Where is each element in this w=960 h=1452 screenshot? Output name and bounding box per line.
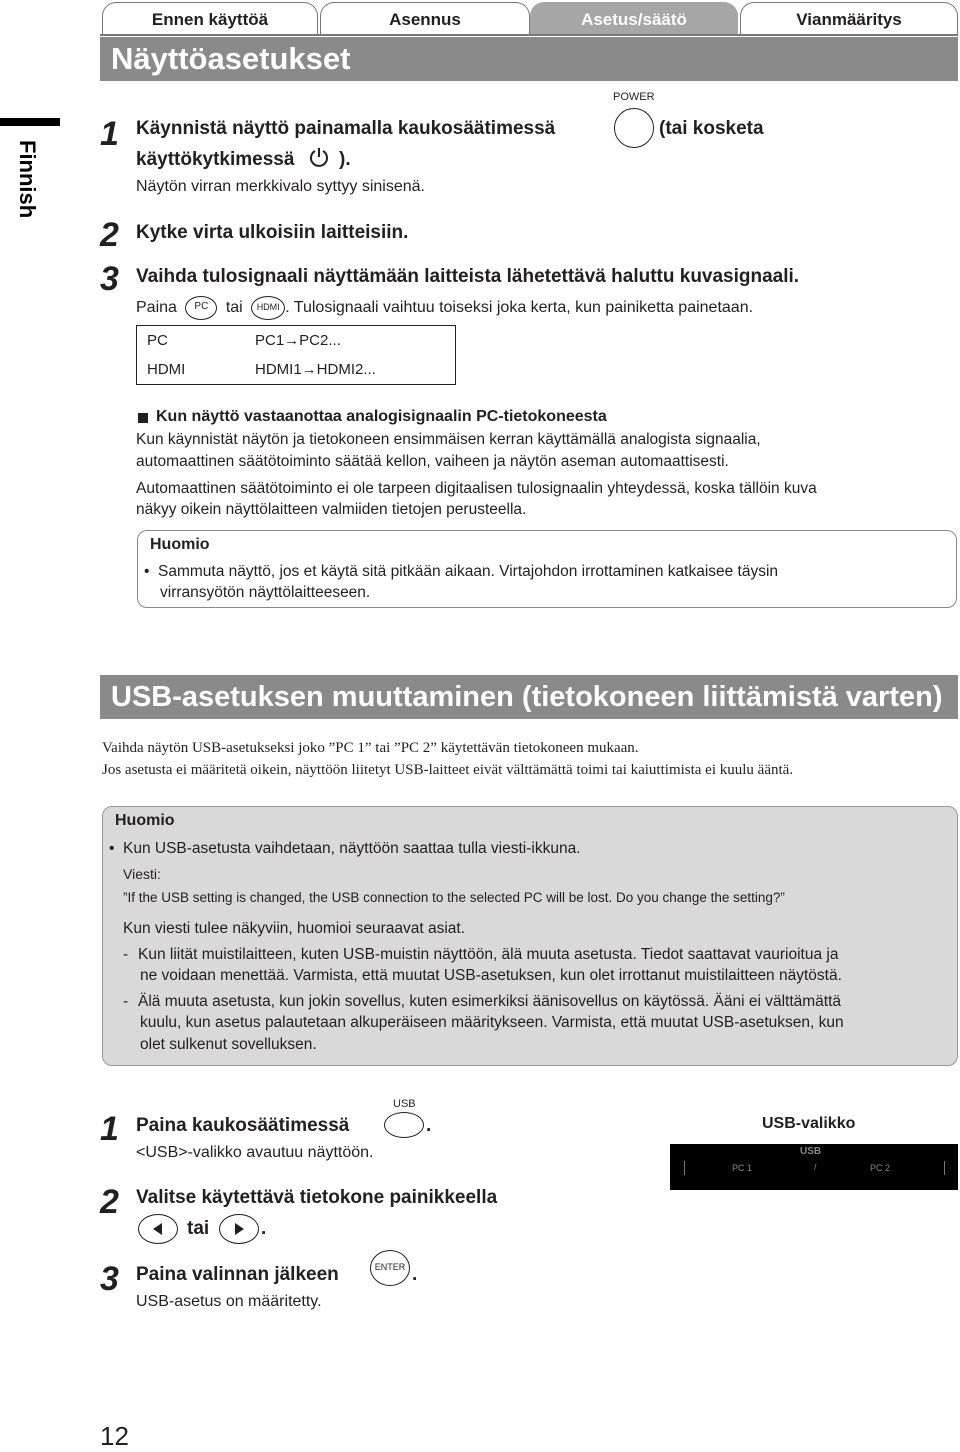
table-row	[137, 355, 456, 385]
step2-text: Kytke virta ulkoisiin laitteisiin.	[136, 222, 409, 243]
step1-sub: Näytön virran merkkivalo syttyy sinisenä.	[136, 178, 425, 195]
usb-menu-pc2: PC 2	[870, 1163, 891, 1173]
menu-divider	[944, 1161, 945, 1175]
step-number: 2	[100, 1183, 119, 1221]
section-title-naytto: Näyttöasetukset	[100, 37, 958, 81]
note-box	[137, 530, 957, 608]
press-c: . Tulosignaali vaihtuu toiseksi joka kerta, kun painiketta painetaan.	[285, 299, 754, 317]
step3-instruction	[136, 296, 753, 320]
signal-table	[136, 325, 456, 385]
press-a: Paina	[136, 299, 177, 317]
menu-separator: /	[814, 1162, 817, 1172]
step3-text: Vaihda tulosignaali näyttämään laitteista lähetettävä haluttu kuvasignaali.	[136, 266, 800, 287]
usb-intro-l2: Jos asetusta ei määritetä oikein, näyttöön liitetyt USB-laitteet eivät välttämättä toimi tai kaiuttimista ei kuulu ääntä.	[102, 762, 794, 778]
power-label: POWER	[613, 91, 655, 103]
section-title-usb: USB-asetuksen muuttaminen (tietokoneen liittämistä varten)	[100, 675, 958, 719]
table-cell: HDMI1→HDMI2...	[255, 361, 376, 378]
bullet-dot: •	[144, 563, 150, 580]
bullet-dot: •	[109, 840, 115, 857]
usb-step3-sub: USB-asetus on määritetty.	[136, 1293, 322, 1310]
tab-asetus-saato[interactable]: Asetus/säätö	[530, 2, 738, 36]
power-button-icon	[614, 108, 654, 148]
table-cell: HDMI	[147, 361, 186, 378]
usb-step2-text: Valitse käytettävä tietokone painikkeella	[136, 1187, 498, 1208]
usb-step1-end: .	[426, 1115, 432, 1136]
press-b: tai	[225, 299, 243, 317]
tab-ennen-kayttoa[interactable]: Ennen käyttöä	[102, 2, 318, 36]
analog-p1-l1: Kun käynnistät näytön ja tietokoneen ensimmäisen kerran käyttämällä analogista signaalia,	[136, 431, 761, 448]
d2-l1: Älä muuta asetusta, kun jokin sovellus, kuten esimerkiksi äänisovellus on käytössä. Ääni ei välttämättä	[138, 993, 842, 1010]
enter-button-icon: ENTER	[370, 1250, 410, 1286]
table-cell: PC1→PC2...	[255, 332, 341, 349]
usb-label: USB	[393, 1098, 416, 1110]
usb-note-box	[102, 806, 958, 1066]
note-bullet-l1: Sammuta näyttö, jos et käytä sitä pitkään aikaan. Virtajohdon irrottaminen katkaisee täysin	[158, 563, 779, 580]
square-bullet-icon	[138, 413, 148, 423]
step-number: 1	[100, 1110, 119, 1148]
step1-line2	[136, 146, 351, 174]
pc-button-icon: PC	[185, 296, 217, 320]
d2-l3: olet sulkenut sovelluksen.	[140, 1036, 317, 1053]
analog-p2-l2: näkyy oikein näyttölaitteen valmiiden tietojen perusteella.	[136, 501, 527, 518]
step-number: 2	[100, 216, 119, 254]
menu-divider	[684, 1161, 685, 1175]
analog-p1-l2: automaattinen säätötoiminto säätää kellon, vaiheen ja näytön aseman automaattisesti.	[136, 453, 729, 470]
usb-step2-tai: tai	[187, 1218, 210, 1239]
right-arrow-button-icon	[219, 1214, 259, 1244]
analog-p2-l1: Automaattinen säätötoiminto ei ole tarpeen digitaalisen tulosignaalin yhteydessä, koska tällöin kuva	[136, 480, 817, 497]
side-marker	[0, 118, 60, 126]
dash: -	[123, 993, 129, 1010]
step-number: 3	[100, 260, 119, 298]
note-title: Huomio	[150, 536, 210, 553]
msg-label: Viesti:	[123, 866, 161, 882]
usb-step1-sub: <USB>-valikko avautuu näyttöön.	[136, 1144, 374, 1161]
msg-text: ”If the USB setting is changed, the USB connection to the selected PC will be lost. Do you change the setting?”	[123, 890, 785, 905]
d2-l2: kuulu, kun asetus palautetaan alkuperäiseen määritykseen. Varmista, että muutat USB-asetuksen, kun	[140, 1014, 844, 1031]
step-number: 1	[100, 115, 119, 153]
usb-step2-end: .	[261, 1218, 267, 1239]
tab-divider	[100, 34, 958, 36]
d1-l2: ne voidaan menettää. Varmista, että muutat USB-asetuksen, kun olet irrottanut muistilaitteen näytöstä.	[140, 967, 842, 984]
page-number: 12	[100, 1421, 129, 1451]
step1-line1a: Käynnistä näyttö painamalla kaukosäätimessä	[136, 118, 556, 139]
power-switch-icon	[308, 146, 330, 174]
dash: -	[123, 946, 129, 963]
msg-follow: Kun viesti tulee näkyviin, huomioi seuraavat asiat.	[123, 920, 466, 937]
table-row	[137, 326, 456, 356]
usb-menu-screenshot	[670, 1144, 958, 1190]
tab-vianmaaritys[interactable]: Vianmääritys	[740, 2, 958, 36]
usb-menu-pc1: PC 1	[732, 1163, 753, 1173]
usb-button-icon	[384, 1112, 424, 1138]
step1-line2a: käyttökytkimessä	[136, 149, 295, 171]
hdmi-button-icon: HDMI	[251, 296, 285, 320]
step1-text	[136, 118, 555, 140]
step1-line2b: ).	[339, 149, 351, 171]
table-cell: PC	[147, 332, 168, 349]
left-arrow-button-icon	[138, 1214, 178, 1244]
step-number: 3	[100, 1260, 119, 1298]
tab-asennus[interactable]: Asennus	[320, 2, 530, 36]
usb-step1-text: Paina kaukosäätimessä	[136, 1115, 350, 1136]
language-label: Finnish	[15, 140, 40, 219]
note-bullet-l2: virransyötön näyttölaitteeseen.	[160, 584, 371, 601]
usb-intro-l1: Vaihda näytön USB-asetukseksi joko ”PC 1” tai ”PC 2” käytettävän tietokoneen mukaan.	[102, 740, 639, 756]
note-title: Huomio	[115, 812, 175, 829]
usb-menu-caption: USB-valikko	[762, 1115, 856, 1132]
d1-l1: Kun liität muistilaitteen, kuten USB-muistin näyttöön, älä muuta asetusta. Tiedot saattavat vaurioitua ja	[138, 946, 839, 963]
usb-menu-header: USB	[800, 1146, 822, 1157]
usb-step3-end: .	[412, 1264, 418, 1285]
step1-line1b: (tai kosketa	[659, 118, 764, 139]
analog-heading: Kun näyttö vastaanottaa analogisignaalin PC-tietokoneesta	[156, 408, 607, 425]
usb-step3-text: Paina valinnan jälkeen	[136, 1264, 339, 1285]
note-bullet: Kun USB-asetusta vaihdetaan, näyttöön saattaa tulla viesti-ikkuna.	[123, 840, 581, 857]
